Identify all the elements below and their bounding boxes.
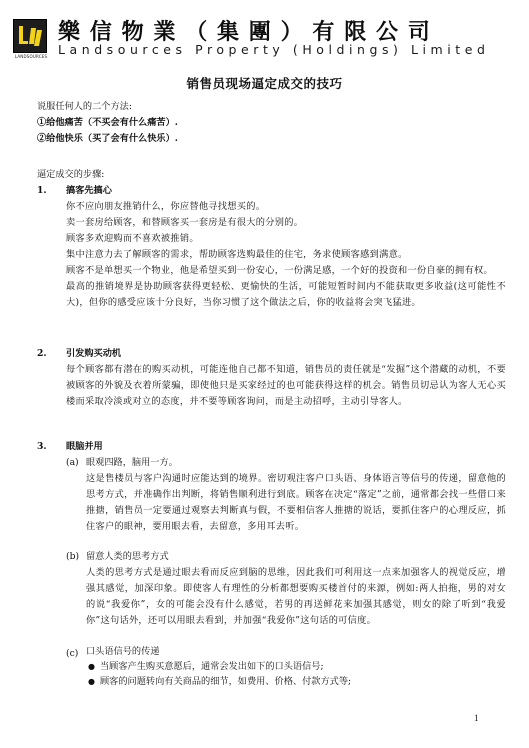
intro-method-1: ①给他痛苦（不买会有什么痛苦）. — [37, 117, 179, 128]
intro-method-2: ②给他快乐（买了会有什么快乐）. — [37, 133, 179, 144]
logo-caption: LANDSOURCES — [14, 54, 48, 59]
subsection-a-label: (a) — [66, 457, 79, 468]
subsection-b-heading: 留意人类的思考方式 — [86, 551, 169, 562]
bullet-dot-icon: ● — [88, 662, 95, 671]
subsection-a-body: 这是售楼员与客户沟通时应能达到的境界。密切观注客户口头语、身体语言等信号的传递，留意他的思考方式，并准确作出判断，将销售顺利进行到底。顾客在决定“落定”之前，通常都会找一些借口来推搪，销售员一定要通过观察去判断真与假，不要相信客人推搪的说话，要抓住客户的心理反应，抓住客户的眼神，要用眼去看，去留意，多用耳去听。 — [86, 473, 506, 532]
document-title: 销售员现场逼定成交的技巧 — [186, 76, 343, 91]
section-1-heading: 搞客先搞心 — [66, 185, 112, 196]
company-name-chinese: 樂信物業（集團）有限公司 — [58, 20, 440, 45]
subsection-c-bullet: 顾客的问题转向有关商品的细节，如费用、价格、付款方式等; — [100, 676, 352, 687]
section-2-heading: 引发购买动机 — [66, 348, 122, 359]
section-1-line: 顾客多欢迎购而不喜欢被推销。 — [66, 233, 199, 244]
section-2-number: 2. — [37, 348, 47, 359]
section-1-line: 卖一套房给顾客，和替顾客买一套房是有很大的分别的。 — [66, 217, 304, 228]
subsection-a-heading: 眼观四路，脑用一方。 — [86, 457, 178, 468]
company-logo-mark — [14, 20, 46, 52]
intro-lead: 说服任何人的二个方法: — [37, 101, 132, 112]
steps-lead: 逼定成交的步骤: — [37, 169, 105, 180]
subsection-b-label: (b) — [66, 551, 80, 562]
section-1-body — [66, 199, 506, 311]
section-1-line: 集中注意力去了解顾客的需求，帮助顾客选购最佳的住宅，务求使顾客感到满意。 — [66, 249, 408, 260]
company-name-english: Landsources Property (Holdings) Limited — [58, 42, 490, 57]
section-3-number: 3. — [37, 441, 47, 452]
page-number: 1 — [474, 713, 479, 723]
section-1-line: 你不应向朋友推销什么，你应替他寻找想买的。 — [66, 201, 266, 212]
subsection-c-label: (c) — [66, 648, 79, 659]
section-1-line: 最高的推销境界是协助顾客获得更轻松、更愉快的生活，可能短暂时间内不能获取更多收益(这可能性不大)，但你的感受应该十分良好，当你习惯了这个做法之后，你的收益将会突飞猛进。 — [66, 281, 506, 308]
company-logo — [13, 19, 47, 53]
section-3-heading: 眼脑并用 — [66, 441, 103, 452]
subsection-c-heading: 口头语信号的传递 — [86, 646, 160, 657]
section-2-body: 每个顾客都有潜在的购买动机，可能连他自己都不知道，销售员的责任就是“发掘”这个潜藏的动机，不要被顾客的外貌及衣着所蒙骗，即使他只是买家经过的也可能获得这样的机会。销售员切忌认为客人无心买楼而采取冷淡或对立的态度，并不要等顾客询问，而是主动招呼，主动引导客人。 — [66, 364, 506, 407]
section-1-number: 1. — [37, 185, 47, 196]
bullet-dot-icon: ● — [88, 677, 95, 686]
subsection-b-body: 人类的思考方式是通过眼去看而反应到脑的思维，因此我们可利用这一点来加强客人的视觉反应，增强其感觉，加深印象。即使客人有理性的分析都想要购买楼首付的来源，例如:两人拍拖，男的对女的说“我爱你”，女的可能会没有什么感觉，若男的再送鲜花来加强其感觉，则女的除了听到“我爱你”这句话外，还可以用眼去看到，并加强“我爱你”这句话的可信度。 — [86, 567, 506, 626]
section-1-line: 顾客不是单想买一个物业，他是希望买到一份安心，一份满足感，一个好的投资和一份自豪的拥有权。 — [66, 265, 493, 276]
subsection-c-bullet: 当顾客产生购买意愿后，通常会发出如下的口头语信号; — [100, 661, 324, 672]
